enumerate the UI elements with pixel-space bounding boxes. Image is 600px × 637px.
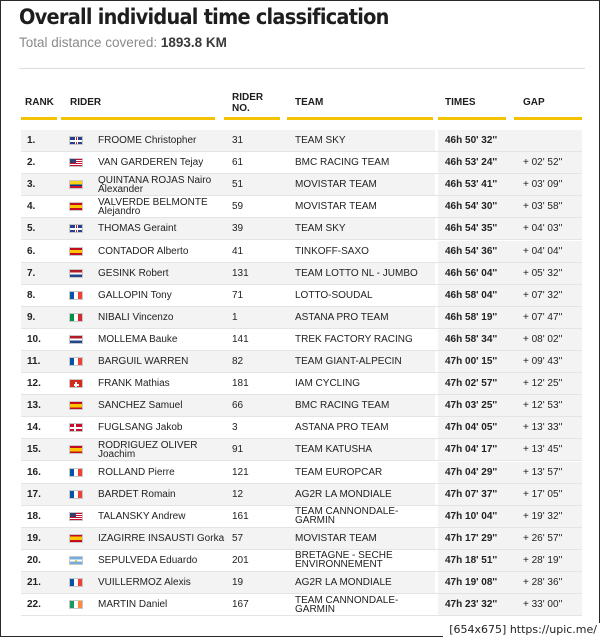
fr-flag-icon <box>69 357 83 366</box>
rider-number: 1 <box>232 311 238 323</box>
total-time: 46h 58' 04'' <box>445 289 498 301</box>
rank-cell: 6. <box>27 245 36 257</box>
table-row[interactable] <box>1 351 600 373</box>
table-row[interactable] <box>1 174 600 196</box>
rider-name[interactable]: GESINK Robert <box>98 267 169 279</box>
rider-name[interactable]: NIBALI Vincenzo <box>98 311 174 323</box>
table-row[interactable] <box>1 395 600 417</box>
time-gap: + 12' 53'' <box>523 400 563 412</box>
es-flag-icon <box>69 202 83 211</box>
rider-number: 59 <box>232 201 244 213</box>
column-header-rider[interactable] <box>70 97 101 108</box>
total-time: 47h 10' 04'' <box>445 510 498 522</box>
table-row[interactable] <box>1 263 600 285</box>
row-divider <box>21 615 582 616</box>
rank-cell: 2. <box>27 157 36 169</box>
fr-flag-icon <box>69 291 83 300</box>
total-time: 46h 53' 41'' <box>445 179 498 191</box>
table-row[interactable] <box>1 417 600 439</box>
time-gap: + 04' 04'' <box>523 245 563 257</box>
time-gap: + 02' 52'' <box>523 157 563 169</box>
rider-number: 121 <box>232 466 249 478</box>
team-name[interactable]: TEAM SKY <box>295 223 346 235</box>
rider-name[interactable]: SEPULVEDA Eduardo <box>98 554 198 566</box>
total-time: 47h 00' 15'' <box>445 356 498 367</box>
rider-name[interactable]: FROOME Christopher <box>98 135 197 146</box>
rider-number: 141 <box>232 333 249 345</box>
rank-cell: 5. <box>27 223 36 235</box>
team-name[interactable]: TEAM GIANT-ALPECIN <box>295 356 402 367</box>
header-underline <box>61 117 215 120</box>
team-name[interactable]: ASTANA PRO TEAM <box>295 311 389 323</box>
rider-name[interactable]: VUILLERMOZ Alexis <box>98 577 191 588</box>
table-row[interactable] <box>1 528 600 550</box>
table-row[interactable] <box>1 218 600 240</box>
rider-number: 51 <box>232 179 244 191</box>
team-name[interactable]: BMC RACING TEAM <box>295 157 390 169</box>
flag-cell <box>69 174 83 195</box>
time-gap: + 17' 05'' <box>523 488 563 500</box>
table-row[interactable] <box>1 373 600 395</box>
flag-cell <box>69 439 83 460</box>
rider-number: 12 <box>232 488 244 500</box>
rider-number: 161 <box>232 510 249 522</box>
table-row[interactable] <box>1 285 600 307</box>
table-row[interactable] <box>1 484 600 506</box>
rider-number: 3 <box>232 422 238 434</box>
header-underline <box>21 117 57 120</box>
rider-number: 131 <box>232 267 249 279</box>
header-underline <box>287 117 433 120</box>
time-gap: + 08' 02'' <box>523 333 563 345</box>
rider-name[interactable]: CONTADOR Alberto <box>98 245 189 257</box>
rider-number: 31 <box>232 135 244 146</box>
flag-cell <box>69 528 83 549</box>
time-gap: + 04' 03'' <box>523 223 563 235</box>
table-row[interactable] <box>1 196 600 218</box>
flag-cell <box>69 130 83 151</box>
it-flag-icon <box>69 313 83 322</box>
rider-name[interactable]: TALANSKY Andrew <box>98 510 186 522</box>
team-name[interactable]: TEAM LOTTO NL - JUMBO <box>295 267 418 279</box>
time-gap: + 03' 58'' <box>523 201 563 213</box>
rank-cell: 9. <box>27 311 36 323</box>
table-row[interactable] <box>1 439 600 461</box>
team-name[interactable]: TINKOFF-SAXO <box>295 245 369 257</box>
flag-cell <box>69 152 83 173</box>
rank-cell: 4. <box>27 201 36 213</box>
flag-cell <box>69 462 83 483</box>
rider-number: 41 <box>232 245 244 257</box>
team-name[interactable]: AG2R LA MONDIALE <box>295 577 392 588</box>
rider-name[interactable]: MARTIN Daniel <box>98 599 168 611</box>
team-name[interactable]: IAM CYCLING <box>295 378 361 390</box>
distance-value: 1893.8 KM <box>160 35 227 50</box>
table-row[interactable] <box>1 550 600 572</box>
ar-flag-icon <box>69 556 83 565</box>
total-time: 47h 03' 25'' <box>445 400 498 412</box>
distance-label: Total distance covered: <box>19 35 158 50</box>
flag-cell <box>69 572 83 593</box>
time-gap: + 28' 36'' <box>523 577 563 588</box>
rank-cell: 11. <box>27 356 41 367</box>
rank-cell: 15. <box>27 444 41 456</box>
table-row[interactable] <box>1 462 600 484</box>
rider-name[interactable]: SANCHEZ Samuel <box>98 400 183 412</box>
flag-cell <box>69 329 83 350</box>
team-name[interactable]: TEAM CANNONDALE-GARMIN <box>295 594 399 615</box>
time-gap: + 05' 32'' <box>523 267 563 279</box>
flag-cell <box>69 506 83 527</box>
flag-cell <box>69 218 83 239</box>
team-name[interactable]: TREK FACTORY RACING <box>295 333 413 345</box>
team-name[interactable]: TEAM SKY <box>295 135 346 146</box>
rider-number: 61 <box>232 157 244 169</box>
nl-flag-icon <box>69 335 83 344</box>
rank-cell: 10. <box>27 333 41 345</box>
ch-flag-icon <box>69 379 83 388</box>
team-name[interactable]: AG2R LA MONDIALE <box>295 488 392 500</box>
rider-number: 39 <box>232 223 244 235</box>
total-time: 46h 50' 32'' <box>445 135 498 146</box>
column-header-team[interactable] <box>295 97 323 108</box>
rider-name[interactable]: RODRIGUEZ OLIVER Joachim <box>98 439 198 460</box>
column-header-times-label: TIMES <box>445 97 476 108</box>
column-header-team-label: TEAM <box>295 97 324 108</box>
es-flag-icon <box>69 534 83 543</box>
column-header-gap[interactable] <box>523 97 545 108</box>
rider-name[interactable]: QUINTANA ROJAS Nairo Alexander <box>98 174 212 195</box>
rider-name[interactable]: GALLOPIN Tony <box>98 289 172 301</box>
team-name[interactable]: BRETAGNE - SECHE ENVIRONNEMENT <box>295 550 393 571</box>
nl-flag-icon <box>69 269 83 278</box>
time-gap: + 13' 57'' <box>523 466 563 478</box>
fr-flag-icon <box>69 490 83 499</box>
column-header-rider-no[interactable] <box>232 92 263 114</box>
flag-cell <box>69 417 83 438</box>
flag-cell <box>69 550 83 571</box>
team-name[interactable]: TEAM EUROPCAR <box>295 466 383 478</box>
flag-cell <box>69 241 83 262</box>
rider-name[interactable]: MOLLEMA Bauke <box>98 333 178 345</box>
time-gap: + 12' 25'' <box>523 378 563 390</box>
total-time: 47h 04' 29'' <box>445 466 498 478</box>
rank-cell: 19. <box>27 532 41 544</box>
flag-cell <box>69 196 83 217</box>
column-header-rank-label: RANK <box>25 97 54 108</box>
rider-name[interactable]: BARDET Romain <box>98 488 176 500</box>
table-row[interactable] <box>1 506 600 528</box>
rank-cell: 1. <box>27 135 36 146</box>
time-gap: + 28' 19'' <box>523 554 563 566</box>
column-header-gap-label: GAP <box>523 97 545 108</box>
rider-name[interactable]: IZAGIRRE INSAUSTI Gorka <box>98 532 225 544</box>
rider-number: 57 <box>232 532 244 544</box>
total-time: 46h 53' 24'' <box>445 157 498 169</box>
rider-name[interactable]: ROLLAND Pierre <box>98 466 175 478</box>
co-flag-icon <box>69 180 83 189</box>
time-gap: + 07' 47'' <box>523 311 563 323</box>
team-name[interactable]: BMC RACING TEAM <box>295 400 390 412</box>
rider-number: 167 <box>232 599 249 611</box>
total-time: 47h 19' 08'' <box>445 577 498 588</box>
gb-flag-icon <box>69 224 83 233</box>
rank-cell: 8. <box>27 289 36 301</box>
watermark: [654x675] https://upic.me/ <box>443 623 600 637</box>
table-row[interactable] <box>1 594 600 616</box>
rank-cell: 18. <box>27 510 41 522</box>
total-time: 46h 54' 30'' <box>445 201 498 213</box>
rider-name[interactable]: THOMAS Geraint <box>98 223 177 235</box>
team-name[interactable]: MOVISTAR TEAM <box>295 532 377 544</box>
es-flag-icon <box>69 445 83 454</box>
total-time: 47h 04' 05'' <box>445 422 498 434</box>
header-underline <box>514 117 582 120</box>
table-row[interactable] <box>1 329 600 351</box>
rank-cell: 3. <box>27 179 36 191</box>
column-header-times[interactable] <box>445 97 476 108</box>
total-time: 47h 07' 37'' <box>445 488 498 500</box>
rider-name[interactable]: FUGLSANG Jakob <box>98 422 183 434</box>
flag-cell <box>69 307 83 328</box>
total-time: 47h 18' 51'' <box>445 554 498 566</box>
rider-name[interactable]: BARGUIL WARREN <box>98 356 189 367</box>
team-name[interactable]: TEAM CANNONDALE-GARMIN <box>295 506 399 527</box>
rank-cell: 7. <box>27 267 36 279</box>
rank-cell: 20. <box>27 554 41 566</box>
rank-cell: 14. <box>27 422 41 434</box>
es-flag-icon <box>69 247 83 256</box>
header-divider <box>19 68 585 69</box>
gb-flag-icon <box>69 136 83 145</box>
total-time: 47h 02' 57'' <box>445 378 498 390</box>
total-time: 46h 56' 04'' <box>445 267 498 279</box>
table-row[interactable] <box>1 241 600 263</box>
column-header-rider-label: RIDER <box>70 97 102 108</box>
total-time: 47h 04' 17'' <box>445 444 498 456</box>
es-flag-icon <box>69 401 83 410</box>
rider-number: 91 <box>232 444 244 456</box>
rank-cell: 13. <box>27 400 41 412</box>
rank-cell: 21. <box>27 577 41 588</box>
time-gap: + 19' 32'' <box>523 510 563 522</box>
total-time: 46h 54' 35'' <box>445 223 498 235</box>
dk-flag-icon <box>69 423 83 432</box>
rank-cell: 17. <box>27 488 41 500</box>
rider-number: 71 <box>232 289 244 301</box>
team-name[interactable]: MOVISTAR TEAM <box>295 201 377 213</box>
total-time: 46h 54' 36'' <box>445 245 498 257</box>
total-time: 47h 17' 29'' <box>445 532 498 544</box>
time-gap: + 13' 45'' <box>523 444 563 456</box>
flag-cell <box>69 285 83 306</box>
time-gap: + 13' 33'' <box>523 422 563 434</box>
total-time: 46h 58' 19'' <box>445 311 498 323</box>
column-header-rank[interactable] <box>25 97 54 108</box>
header-underline <box>438 117 506 120</box>
table-header <box>1 89 600 121</box>
team-name[interactable]: MOVISTAR TEAM <box>295 179 377 191</box>
table-row[interactable] <box>1 130 600 152</box>
flag-cell <box>69 594 83 615</box>
team-name[interactable]: TEAM KATUSHA <box>295 444 373 456</box>
us-flag-icon <box>69 512 83 521</box>
team-name[interactable]: ASTANA PRO TEAM <box>295 422 389 434</box>
page-title: Overall individual time classification <box>19 5 389 29</box>
rank-cell: 22. <box>27 599 41 611</box>
table-row[interactable] <box>1 307 600 329</box>
fr-flag-icon <box>69 468 83 477</box>
us-flag-icon <box>69 158 83 167</box>
rider-name[interactable]: VALVERDE BELMONTE Alejandro <box>98 196 208 217</box>
flag-cell <box>69 395 83 416</box>
flag-cell <box>69 373 83 394</box>
flag-cell <box>69 484 83 505</box>
column-header-rider-no-line1: RIDER <box>232 92 264 103</box>
time-gap: + 07' 32'' <box>523 289 563 301</box>
flag-cell <box>69 263 83 284</box>
rider-number: 181 <box>232 378 249 390</box>
rider-name[interactable]: FRANK Mathias <box>98 378 170 390</box>
table-row[interactable] <box>1 572 600 594</box>
ie-flag-icon <box>69 600 83 609</box>
rider-number: 19 <box>232 577 244 588</box>
total-time: 47h 23' 32'' <box>445 599 498 611</box>
flag-cell <box>69 351 83 372</box>
time-gap: + 33' 00'' <box>523 599 563 611</box>
table-row[interactable] <box>1 152 600 174</box>
time-gap: + 09' 43'' <box>523 356 563 367</box>
rider-number: 201 <box>232 554 249 566</box>
total-time: 46h 58' 34'' <box>445 333 498 345</box>
rider-name[interactable]: VAN GARDEREN Tejay <box>98 157 204 169</box>
distance-summary <box>19 35 227 50</box>
rider-number: 82 <box>232 356 244 367</box>
rank-cell: 16. <box>27 466 41 478</box>
fr-flag-icon <box>69 578 83 587</box>
header-underline <box>224 117 280 120</box>
column-header-rider-no-line2: NO. <box>232 103 250 114</box>
rider-number: 66 <box>232 400 244 412</box>
time-gap: + 26' 57'' <box>523 532 563 544</box>
rank-cell: 12. <box>27 378 41 390</box>
team-name[interactable]: LOTTO-SOUDAL <box>295 289 373 301</box>
time-gap: + 03' 09'' <box>523 179 563 191</box>
